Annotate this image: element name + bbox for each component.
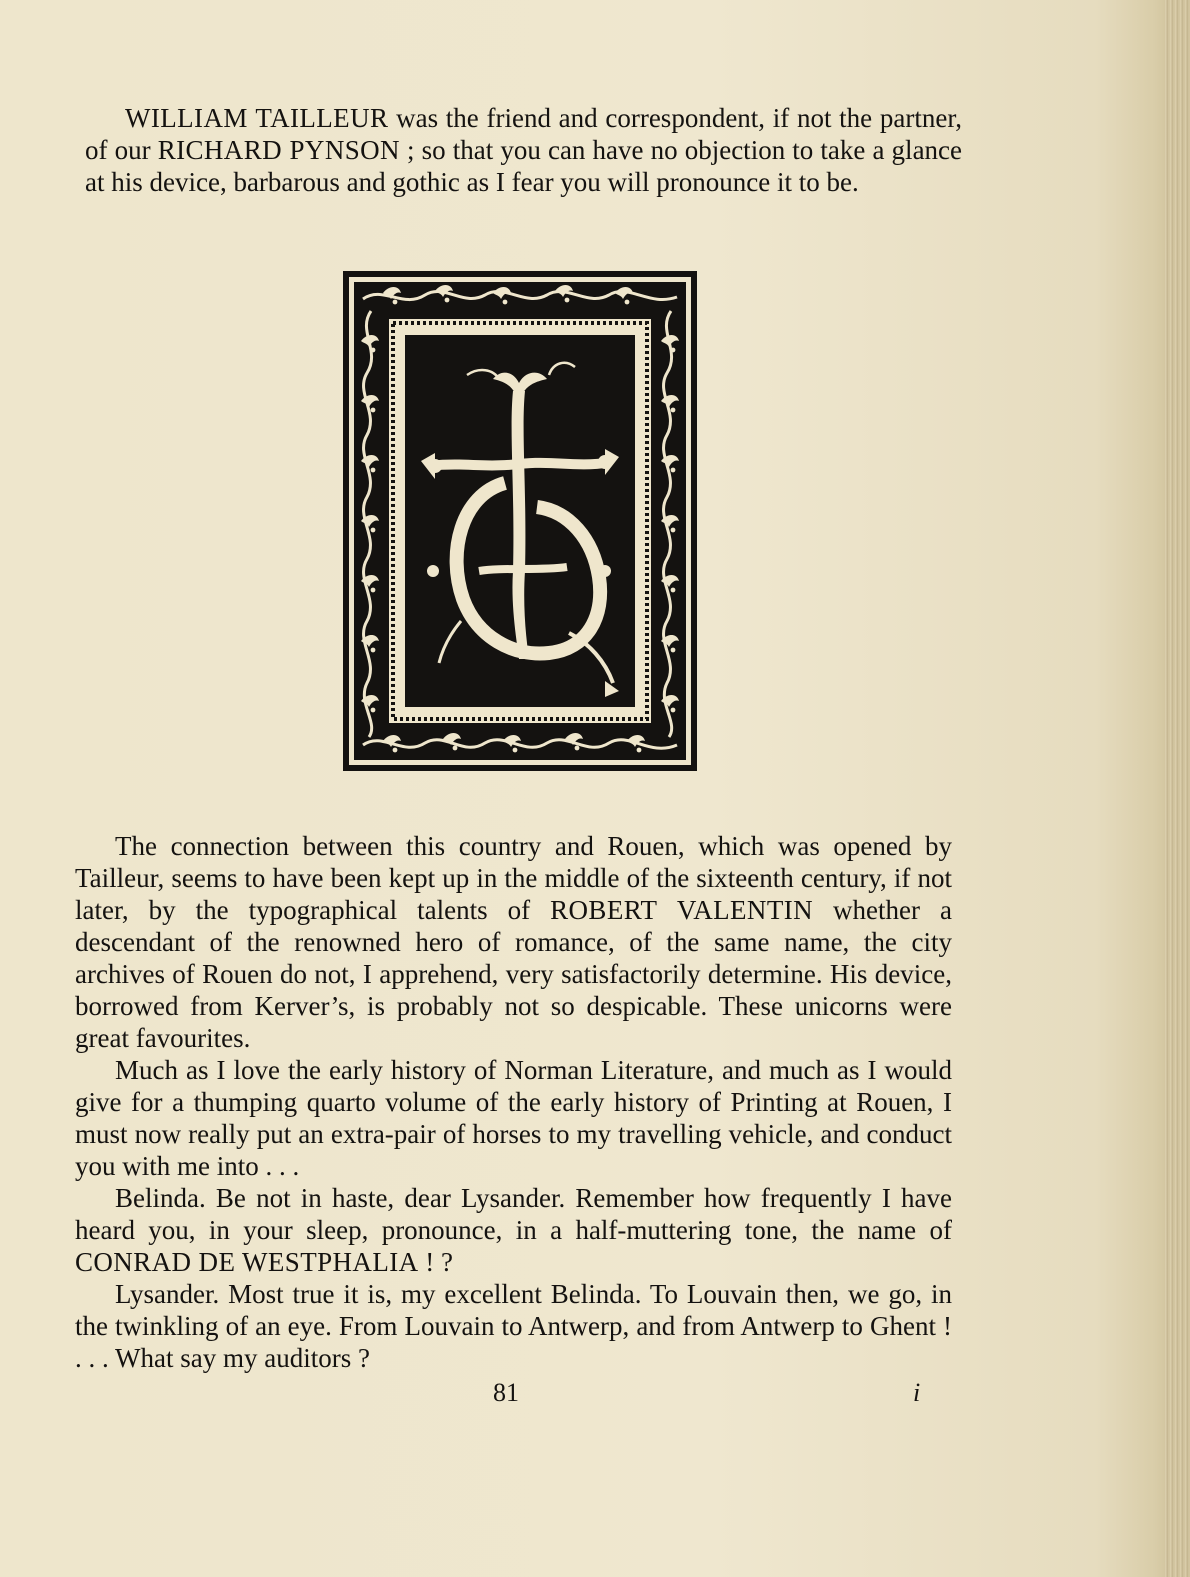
paragraph-rouen xyxy=(75,830,952,1054)
name-robert-valentin: ROBERT VALENTIN xyxy=(550,895,814,925)
paragraph-belinda xyxy=(75,1182,952,1278)
paragraph-tailleur xyxy=(85,102,962,198)
page-number: 81 xyxy=(493,1378,519,1407)
name-richard-pynson: RICHARD PYNSON xyxy=(157,135,400,165)
paragraph-norman-literature: Much as I love the early history of Norman Literature, and much as I would give for a thumping quarto volume of the early history of Printing at Rouen, I must now really put an extra-pair of horses to my travelling vehicle, and conduct you with me into . . . xyxy=(75,1055,952,1181)
paragraph-text: was the friend and correspondent, if not the partner, of our xyxy=(85,103,962,165)
text-block-top xyxy=(85,102,962,198)
printers-device-monogram-icon xyxy=(343,271,697,771)
paragraph-lysander: Lysander. Most true it is, my excellent Belinda. To Louvain then, we go, in the twinkling of an eye. From Louvain to Antwerp, and from Antwerp to Ghent ! . . . What say my auditors ? xyxy=(75,1279,952,1373)
signature-mark: i xyxy=(913,1378,921,1407)
page-edge xyxy=(1164,0,1190,1577)
paragraph-text: whether a descendant of the renowned hero of romance, of the same name, the city archives of Rouen do not, I apprehend, very satisfactorily determine. His device, borrowed from Kerver’s, is probably not so despicable. These unicorns were great favourites. xyxy=(75,895,952,1053)
name-william-tailleur: WILLIAM TAILLEUR xyxy=(125,103,389,133)
paragraph-text: ! ? xyxy=(418,1247,453,1277)
paragraph-text: The connection between this country and Rouen, which was opened by Tailleur, seems to have been kept up in the middle of the sixteenth century, if not later, by the typographical talents of xyxy=(75,831,952,925)
text-block-bottom xyxy=(75,830,952,1374)
paragraph-text: ; so that you can have no objection to take a glance at his device, barbarous and gothic as I fear you will pronounce it to be. xyxy=(85,135,963,197)
name-conrad-de-westphalia: CONRAD DE WESTPHALIA xyxy=(75,1247,419,1277)
paragraph-text: Belinda. Be not in haste, dear Lysander. Remember how frequently I have heard you, in your sleep, pronounce, in a half-muttering tone, the name of xyxy=(75,1183,952,1245)
